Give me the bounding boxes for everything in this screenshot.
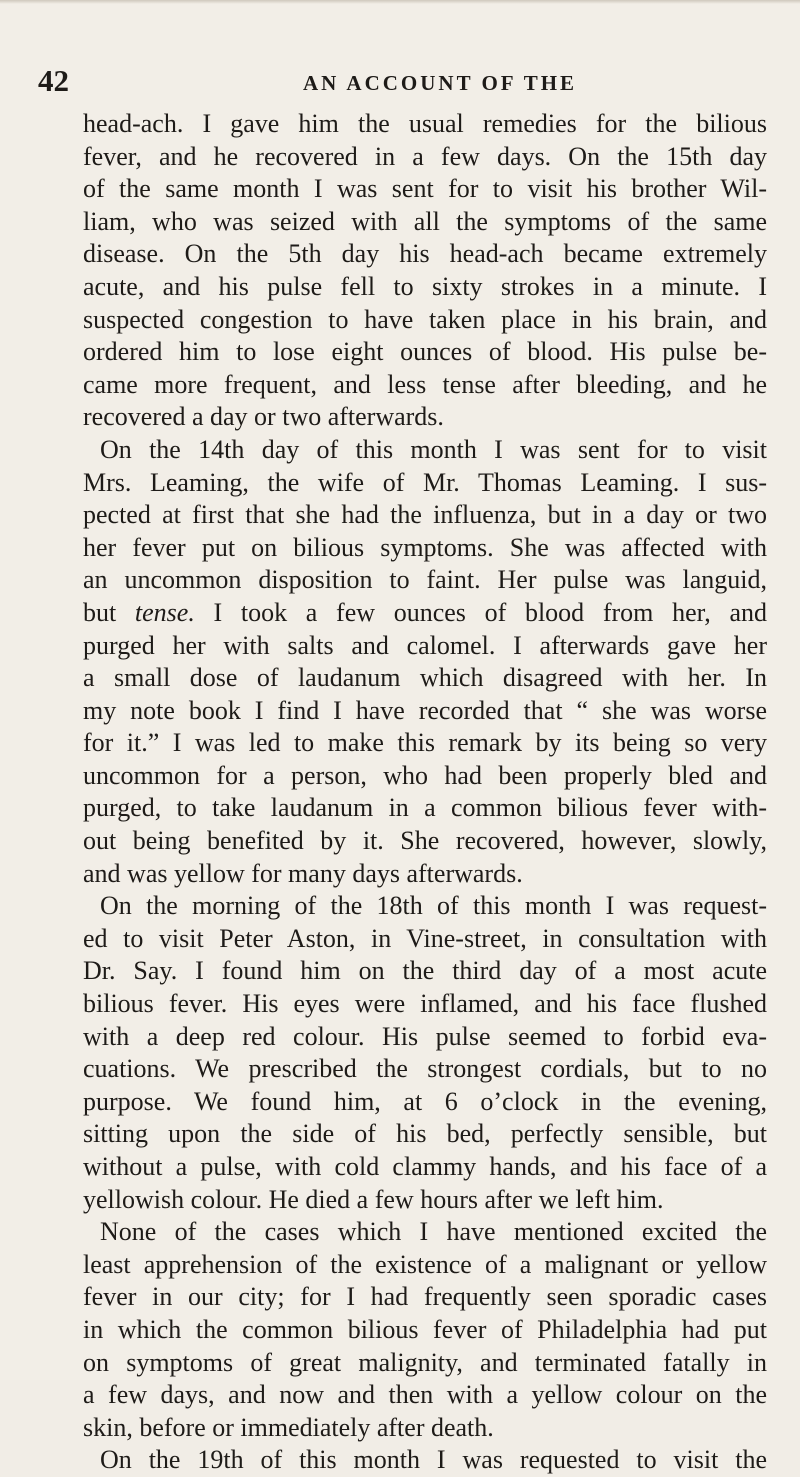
text-line: cuations. We prescribed the strongest cordials, but to no	[83, 1054, 767, 1084]
text-line: out being benefited by it. She recovered, however, slowly,	[83, 826, 767, 856]
text-line: sitting upon the side of his bed, perfectly sensible, but	[83, 1119, 767, 1149]
text-line: uncommon for a person, who had been properly bled and	[83, 760, 767, 790]
text-line: for it.” I was led to make this remark by its being so very	[83, 728, 767, 758]
top-edge-shadow	[0, 0, 800, 4]
text-line: purged, to take laudanum in a common bilious fever with-	[83, 793, 767, 823]
page-number: 42	[38, 63, 69, 98]
text-line: Mrs. Leaming, the wife of Mr. Thomas Leaming. I sus-	[83, 467, 767, 497]
text-line: suspected congestion to have taken place in his brain, and	[83, 304, 767, 334]
text-line: skin, before or immediately after death.	[83, 1412, 494, 1442]
text-line: in which the common bilious fever of Philadelphia had put	[83, 1314, 767, 1344]
running-head: AN ACCOUNT OF THE	[303, 71, 578, 95]
page-header	[38, 64, 758, 98]
text-line: but tense. I took a few ounces of blood from her, and	[83, 597, 767, 627]
text-line: pected at first that she had the influenza, but in a day or two	[83, 500, 767, 530]
text-line: with a deep red colour. His pulse seemed to forbid eva-	[83, 1021, 767, 1051]
text-line: On the morning of the 18th of this month I was request-	[100, 891, 767, 921]
text-line: a few days, and now and then with a yellow colour on the	[83, 1380, 767, 1410]
text-line: disease. On the 5th day his head-ach became extremely	[83, 239, 767, 269]
text-line: On the 19th of this month I was requested to visit the	[100, 1445, 767, 1475]
text-line: liam, who was seized with all the symptoms of the same	[83, 206, 767, 236]
text-line: her fever put on bilious symptoms. She was affected with	[83, 532, 767, 562]
text-line: fever in our city; for I had frequently seen sporadic cases	[83, 1282, 767, 1312]
text-line: my note book I find I have recorded that “ she was worse	[83, 695, 767, 725]
text-line: and was yellow for many days afterwards.	[83, 858, 523, 888]
text-line: on symptoms of great malignity, and terminated fatally in	[83, 1347, 767, 1377]
italic-word: tense.	[134, 597, 195, 627]
text-line: Dr. Say. I found him on the third day of a most acute	[83, 956, 767, 986]
text-line: yellowish colour. He died a few hours after we left him.	[83, 1184, 664, 1214]
text-line: recovered a day or two afterwards.	[83, 402, 444, 432]
text-line: fever, and he recovered in a few days. On the 15th day	[83, 141, 767, 171]
text-line: bilious fever. His eyes were inflamed, and his face flushed	[83, 989, 767, 1019]
text-line: purpose. We found him, at 6 o’clock in the evening,	[83, 1086, 767, 1116]
text-line: came more frequent, and less tense after bleeding, and he	[83, 369, 767, 399]
text-line: of the same month I was sent for to visit his brother Wil-	[83, 174, 767, 204]
body-text	[83, 108, 767, 1477]
text-line: None of the cases which I have mentioned excited the	[100, 1217, 767, 1247]
text-line: head-ach. I gave him the usual remedies for the bilious	[83, 109, 767, 138]
text-line: least apprehension of the existence of a malignant or yellow	[83, 1249, 767, 1279]
text-line: purged her with salts and calomel. I afterwards gave her	[83, 630, 767, 660]
text-line: an uncommon disposition to faint. Her pulse was languid,	[83, 565, 767, 595]
text-line: without a pulse, with cold clammy hands, and his face of a	[83, 1152, 767, 1181]
text-line: acute, and his pulse fell to sixty strokes in a minute. I	[83, 271, 767, 301]
text-line: a small dose of laudanum which disagreed with her. In	[83, 663, 767, 693]
text-line: ordered him to lose eight ounces of blood. His pulse be-	[83, 337, 767, 367]
text-line: ed to visit Peter Aston, in Vine-street, in consultation with	[83, 923, 767, 953]
text-line: On the 14th day of this month I was sent for to visit	[100, 434, 767, 464]
